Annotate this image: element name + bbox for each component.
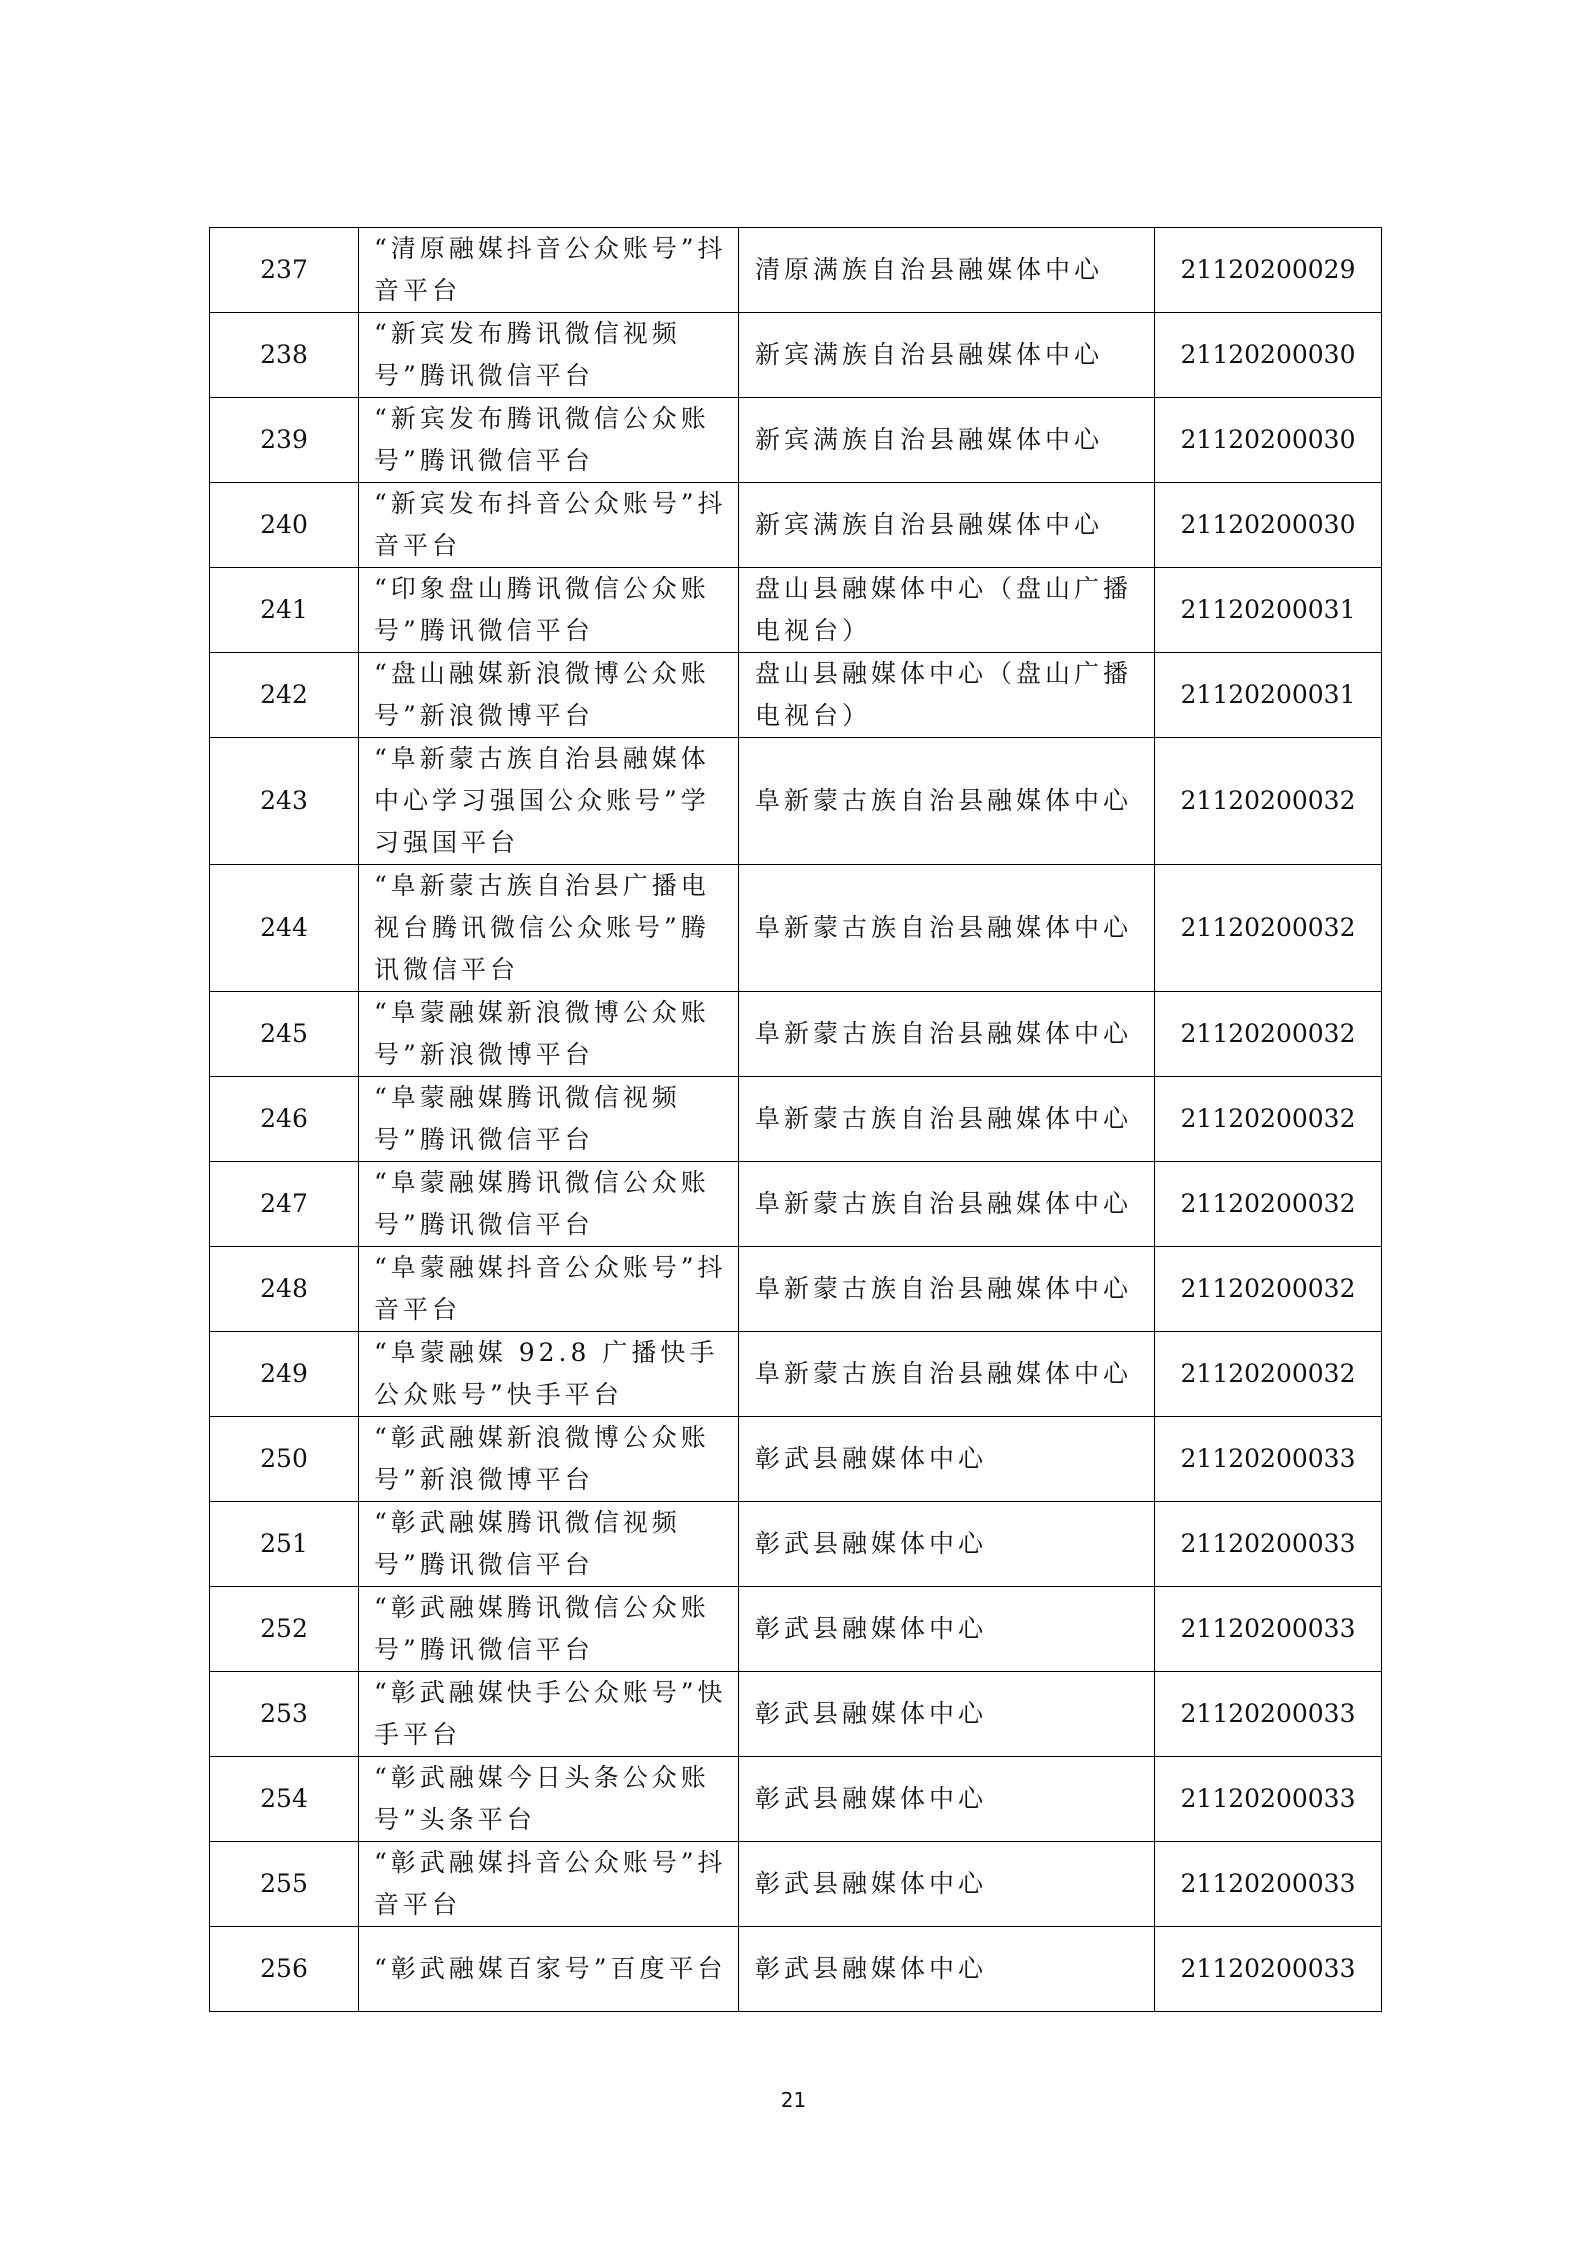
- table-row: [210, 738, 1382, 865]
- table-row: [210, 1162, 1382, 1247]
- organization: 阜新蒙古族自治县融媒体中心: [739, 1162, 1155, 1247]
- organization: 清原满族自治县融媒体中心: [739, 228, 1155, 313]
- row-index: 249: [210, 1332, 359, 1417]
- license-code: 21120200032: [1155, 1332, 1382, 1417]
- account-name: “阜蒙融媒腾讯微信视频号”腾讯微信平台: [359, 1077, 739, 1162]
- row-index: 243: [210, 738, 359, 865]
- table-row: [210, 228, 1382, 313]
- organization: 阜新蒙古族自治县融媒体中心: [739, 865, 1155, 992]
- table-row: [210, 1077, 1382, 1162]
- organization: 盘山县融媒体中心（盘山广播电视台）: [739, 568, 1155, 653]
- license-code: 21120200032: [1155, 1077, 1382, 1162]
- license-code: 21120200032: [1155, 738, 1382, 865]
- license-code: 21120200031: [1155, 568, 1382, 653]
- organization: 彰武县融媒体中心: [739, 1757, 1155, 1842]
- table-row: [210, 1247, 1382, 1332]
- row-index: 241: [210, 568, 359, 653]
- license-code: 21120200032: [1155, 992, 1382, 1077]
- account-name: “新宾发布腾讯微信视频号”腾讯微信平台: [359, 313, 739, 398]
- table-row: [210, 1842, 1382, 1927]
- organization: 阜新蒙古族自治县融媒体中心: [739, 738, 1155, 865]
- license-code: 21120200031: [1155, 653, 1382, 738]
- table-row: [210, 1417, 1382, 1502]
- row-index: 240: [210, 483, 359, 568]
- row-index: 251: [210, 1502, 359, 1587]
- license-code: 21120200032: [1155, 865, 1382, 992]
- organization: 新宾满族自治县融媒体中心: [739, 483, 1155, 568]
- table-row: [210, 1502, 1382, 1587]
- organization: 阜新蒙古族自治县融媒体中心: [739, 1077, 1155, 1162]
- row-index: 246: [210, 1077, 359, 1162]
- row-index: 248: [210, 1247, 359, 1332]
- account-name: “阜新蒙古族自治县融媒体中心学习强国公众账号”学习强国平台: [359, 738, 739, 865]
- account-name: “彰武融媒新浪微博公众账号”新浪微博平台: [359, 1417, 739, 1502]
- row-index: 250: [210, 1417, 359, 1502]
- table-row: [210, 1332, 1382, 1417]
- table-row: [210, 398, 1382, 483]
- organization: 彰武县融媒体中心: [739, 1417, 1155, 1502]
- license-code: 21120200033: [1155, 1927, 1382, 2012]
- account-name: “盘山融媒新浪微博公众账号”新浪微博平台: [359, 653, 739, 738]
- table-row: [210, 992, 1382, 1077]
- organization: 新宾满族自治县融媒体中心: [739, 398, 1155, 483]
- account-name: “彰武融媒抖音公众账号”抖音平台: [359, 1842, 739, 1927]
- table-row: [210, 653, 1382, 738]
- account-name: “彰武融媒腾讯微信视频号”腾讯微信平台: [359, 1502, 739, 1587]
- table-row: [210, 1672, 1382, 1757]
- account-name: “新宾发布抖音公众账号”抖音平台: [359, 483, 739, 568]
- row-index: 237: [210, 228, 359, 313]
- row-index: 256: [210, 1927, 359, 2012]
- license-code: 21120200032: [1155, 1162, 1382, 1247]
- license-code: 21120200033: [1155, 1842, 1382, 1927]
- license-code: 21120200029: [1155, 228, 1382, 313]
- row-index: 245: [210, 992, 359, 1077]
- license-code: 21120200030: [1155, 483, 1382, 568]
- license-code: 21120200033: [1155, 1587, 1382, 1672]
- registry-table-body: [210, 228, 1382, 2012]
- organization: 盘山县融媒体中心（盘山广播电视台）: [739, 653, 1155, 738]
- account-name: “阜蒙融媒 92.8 广播快手公众账号”快手平台: [359, 1332, 739, 1417]
- license-code: 21120200030: [1155, 398, 1382, 483]
- row-index: 242: [210, 653, 359, 738]
- organization: 彰武县融媒体中心: [739, 1502, 1155, 1587]
- license-code: 21120200030: [1155, 313, 1382, 398]
- row-index: 238: [210, 313, 359, 398]
- table-row: [210, 1927, 1382, 2012]
- organization: 阜新蒙古族自治县融媒体中心: [739, 1247, 1155, 1332]
- account-name: “阜蒙融媒腾讯微信公众账号”腾讯微信平台: [359, 1162, 739, 1247]
- page-number: 21: [780, 2088, 807, 2112]
- license-code: 21120200033: [1155, 1757, 1382, 1842]
- organization: 彰武县融媒体中心: [739, 1927, 1155, 2012]
- account-name: “彰武融媒腾讯微信公众账号”腾讯微信平台: [359, 1587, 739, 1672]
- account-name: “阜蒙融媒新浪微博公众账号”新浪微博平台: [359, 992, 739, 1077]
- table-row: [210, 568, 1382, 653]
- account-name: “彰武融媒今日头条公众账号”头条平台: [359, 1757, 739, 1842]
- row-index: 244: [210, 865, 359, 992]
- organization: 彰武县融媒体中心: [739, 1842, 1155, 1927]
- license-code: 21120200033: [1155, 1672, 1382, 1757]
- table-row: [210, 865, 1382, 992]
- table-row: [210, 1587, 1382, 1672]
- account-name: “彰武融媒百家号”百度平台: [359, 1927, 739, 2012]
- registry-table: [209, 227, 1382, 2012]
- table-row: [210, 313, 1382, 398]
- row-index: 254: [210, 1757, 359, 1842]
- account-name: “彰武融媒快手公众账号”快手平台: [359, 1672, 739, 1757]
- row-index: 255: [210, 1842, 359, 1927]
- row-index: 239: [210, 398, 359, 483]
- organization: 阜新蒙古族自治县融媒体中心: [739, 1332, 1155, 1417]
- account-name: “印象盘山腾讯微信公众账号”腾讯微信平台: [359, 568, 739, 653]
- license-code: 21120200033: [1155, 1502, 1382, 1587]
- organization: 彰武县融媒体中心: [739, 1672, 1155, 1757]
- account-name: “新宾发布腾讯微信公众账号”腾讯微信平台: [359, 398, 739, 483]
- license-code: 21120200033: [1155, 1417, 1382, 1502]
- account-name: “清原融媒抖音公众账号”抖音平台: [359, 228, 739, 313]
- license-code: 21120200032: [1155, 1247, 1382, 1332]
- table-row: [210, 1757, 1382, 1842]
- organization: 新宾满族自治县融媒体中心: [739, 313, 1155, 398]
- organization: 阜新蒙古族自治县融媒体中心: [739, 992, 1155, 1077]
- account-name: “阜蒙融媒抖音公众账号”抖音平台: [359, 1247, 739, 1332]
- organization: 彰武县融媒体中心: [739, 1587, 1155, 1672]
- row-index: 252: [210, 1587, 359, 1672]
- row-index: 253: [210, 1672, 359, 1757]
- account-name: “阜新蒙古族自治县广播电视台腾讯微信公众账号”腾讯微信平台: [359, 865, 739, 992]
- table-row: [210, 483, 1382, 568]
- row-index: 247: [210, 1162, 359, 1247]
